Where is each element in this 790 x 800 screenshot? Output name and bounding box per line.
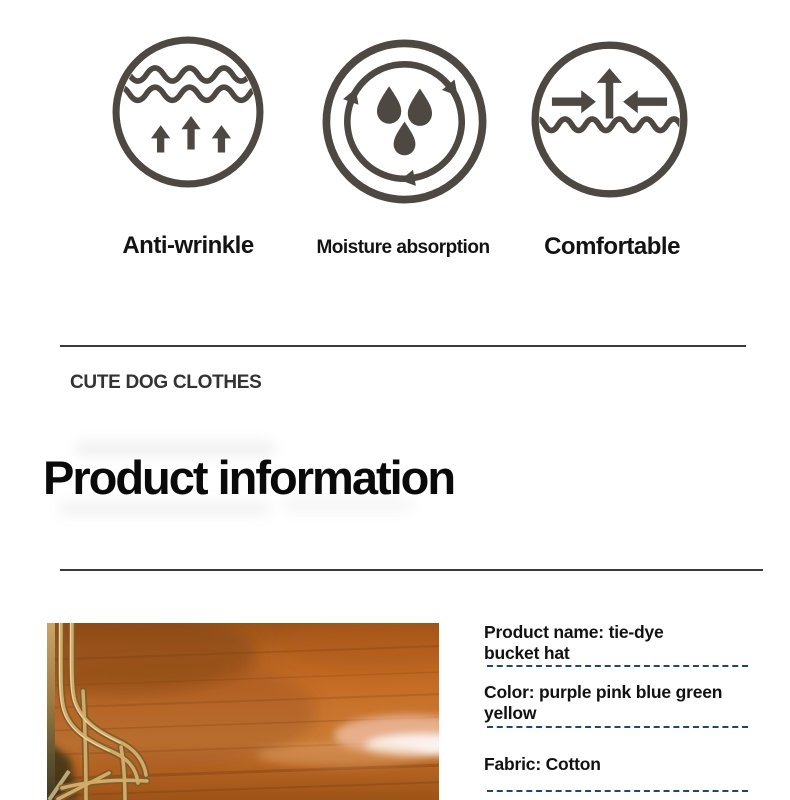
water-drops xyxy=(377,86,432,155)
detail-text: bucket hat xyxy=(484,643,570,663)
feature-label-comfortable: Comfortable xyxy=(544,233,680,260)
detail-product-name xyxy=(484,622,756,664)
detail-fabric xyxy=(484,754,756,775)
brand-tagline: CUTE DOG CLOTHES xyxy=(70,372,262,393)
wood-table-photo xyxy=(47,623,439,800)
dashed-divider xyxy=(487,790,748,792)
dashed-divider xyxy=(487,726,748,728)
feature-label-moisture-absorption: Moisture absorption xyxy=(316,237,490,258)
moisture-absorption-icon xyxy=(322,39,487,204)
detail-text: Color: purple pink blue green xyxy=(484,682,723,702)
bottom-divider xyxy=(60,569,763,571)
section-title: Product information xyxy=(43,451,455,504)
dashed-divider xyxy=(487,665,748,667)
detail-color xyxy=(484,682,756,724)
anti-wrinkle-icon xyxy=(112,36,264,188)
comfortable-icon xyxy=(531,41,688,198)
detail-text: Product name: tie-dye xyxy=(484,622,664,642)
product-photo xyxy=(47,623,439,800)
detail-text: yellow xyxy=(484,703,537,723)
feature-label-anti-wrinkle: Anti-wrinkle xyxy=(122,232,254,259)
detail-text: Fabric: Cotton xyxy=(484,754,601,774)
top-divider xyxy=(60,345,746,347)
